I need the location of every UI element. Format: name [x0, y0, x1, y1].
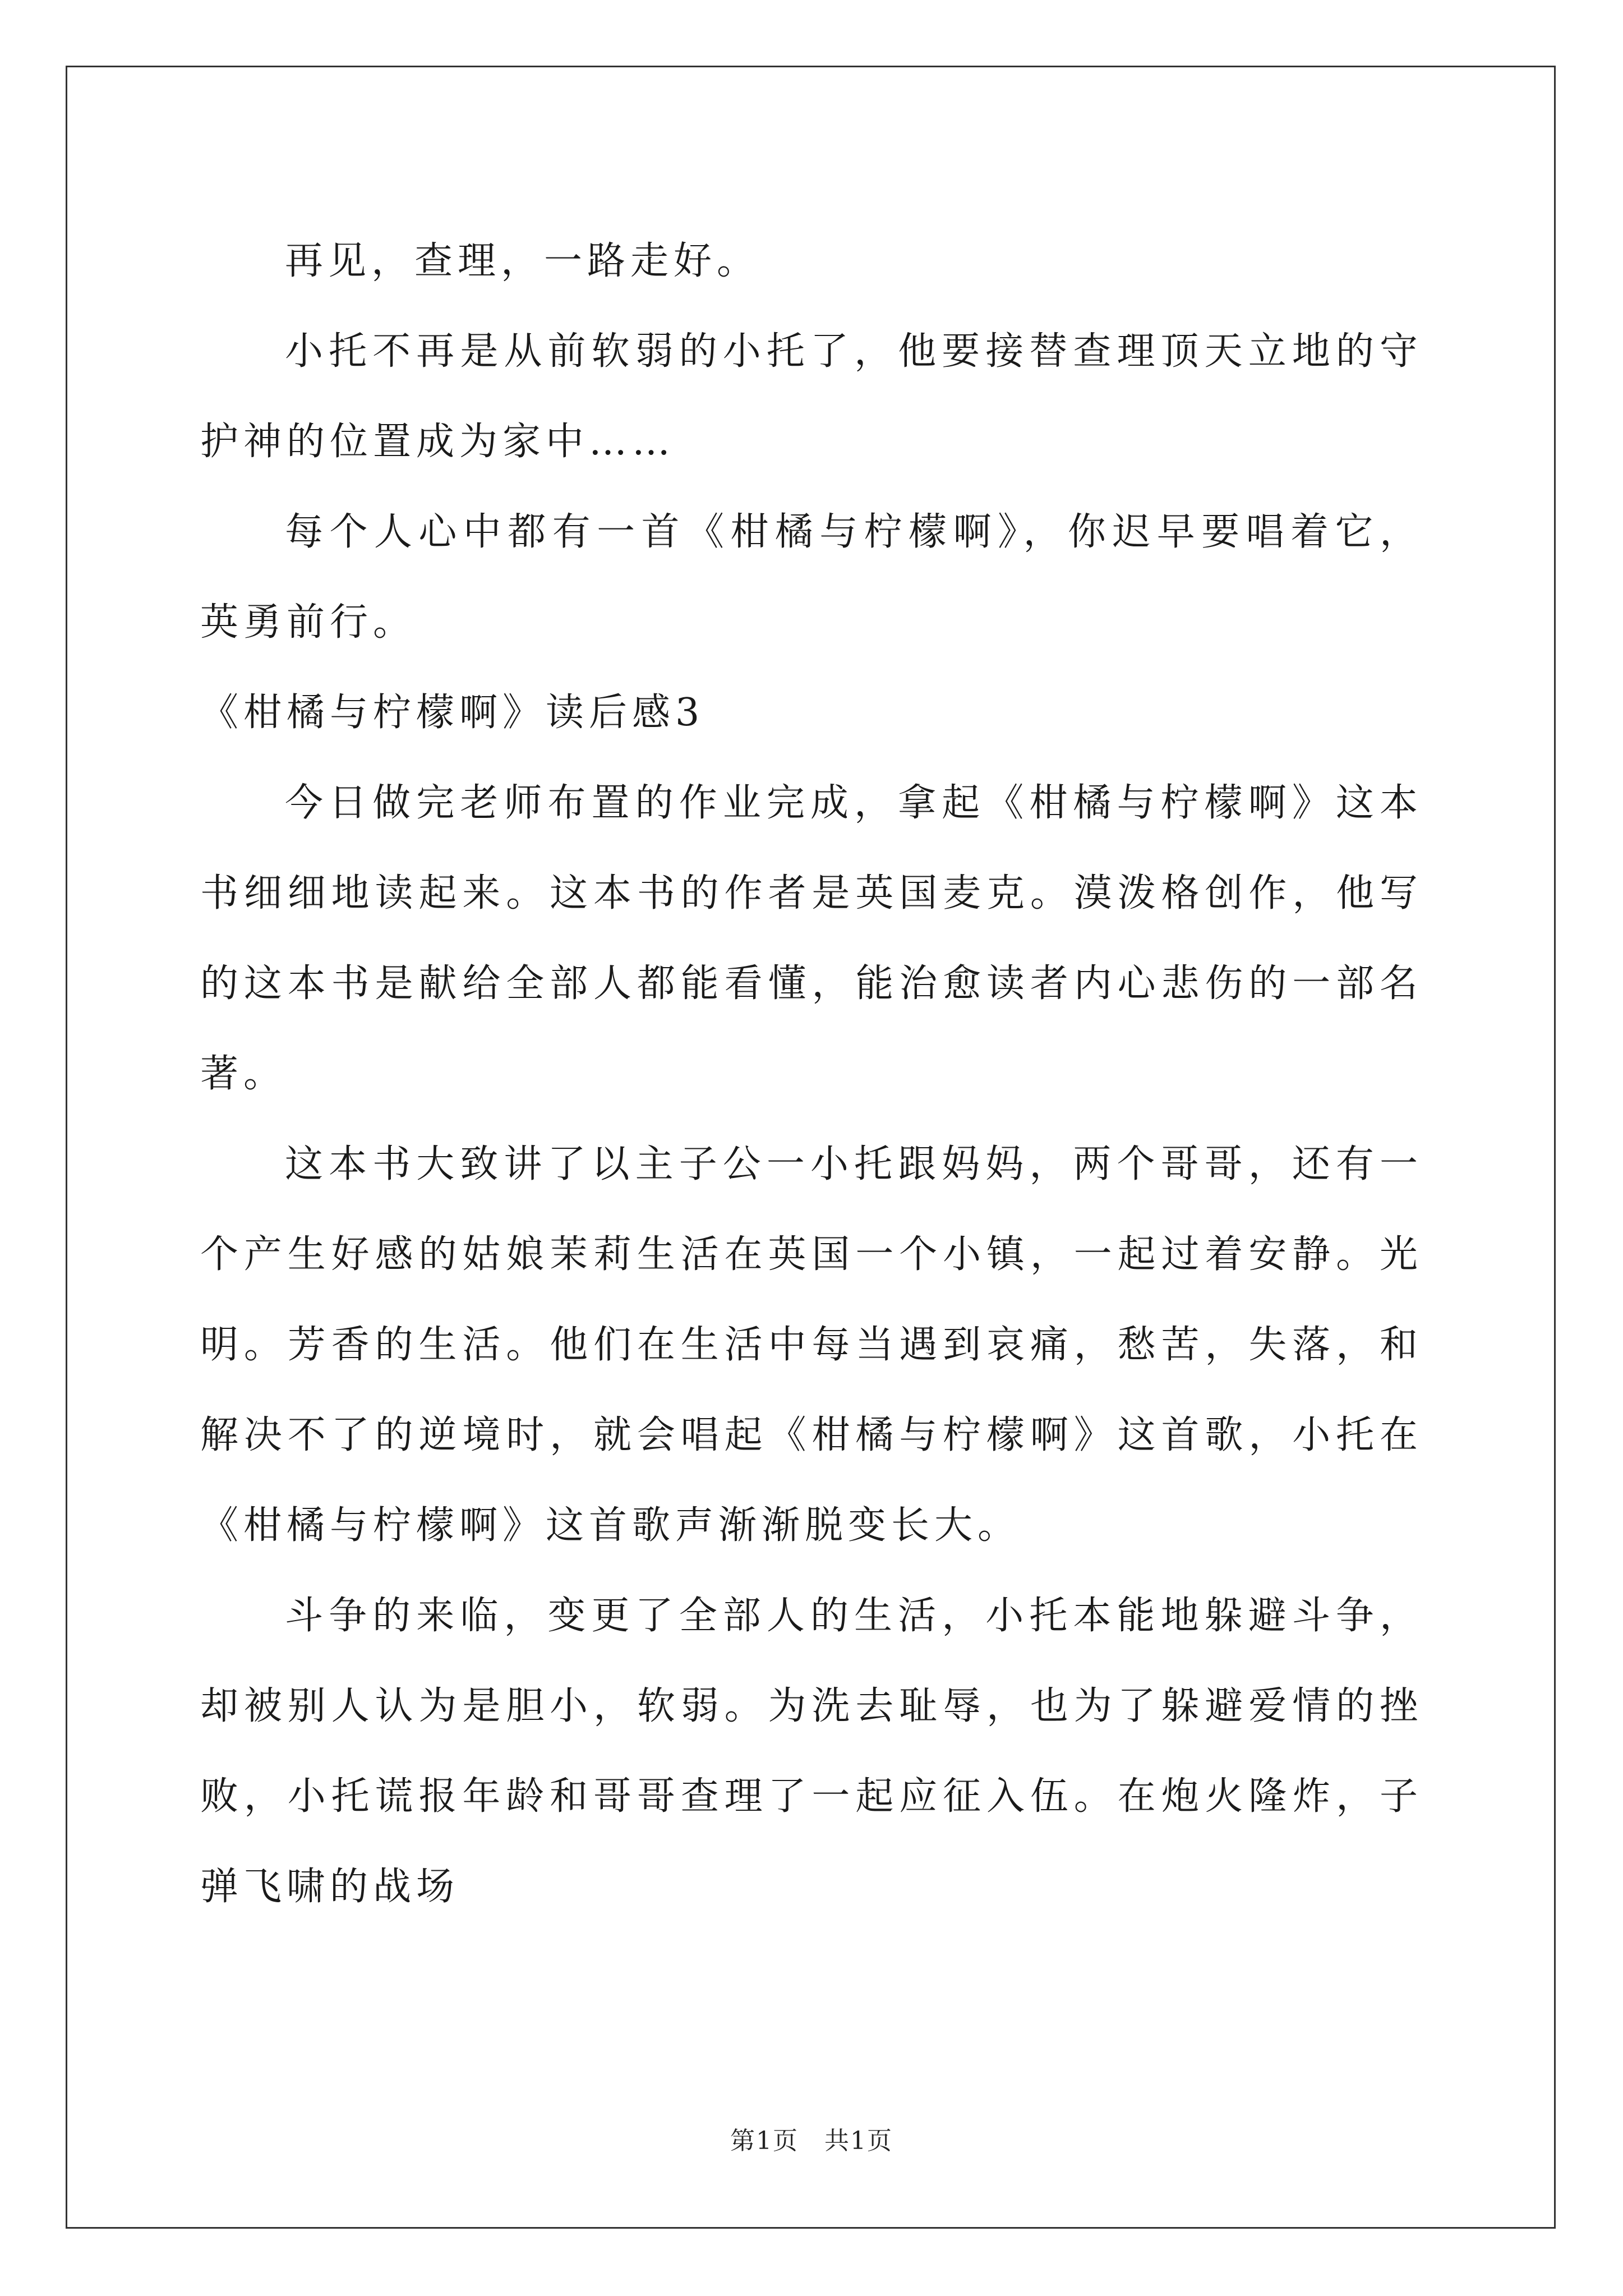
paragraph: 小托不再是从前软弱的小托了，他要接替查理顶天立地的守护神的位置成为家中……: [200, 329, 1423, 464]
paragraph: 这本书大致讲了以主子公一小托跟妈妈，两个哥哥，还有一个产生好感的姑娘茉莉生活在英国一个小镇，一起过着安静。光明。芳香的生活。他们在生活中每当遇到哀痛，愁苦，失落，和解决不了的逆境时，就会唱起《柑橘与柠檬啊》这首歌，小托在《柑橘与柠檬啊》这首歌声渐渐脱变长大。: [200, 1142, 1423, 1548]
paragraph: 每个人心中都有一首《柑橘与柠檬啊》，你迟早要唱着它，英勇前行。: [200, 510, 1423, 645]
paragraph: 斗争的来临，变更了全部人的生活，小托本能地躲避斗争，却被别人认为是胆小，软弱。为洗去耻辱，也为了躲避爱情的挫败，小托谎报年龄和哥哥查理了一起应征入伍。在炮火隆炸，子弹飞啸的战场: [200, 1594, 1423, 1909]
page-number-footer: 第1页 共1页: [730, 2127, 893, 2155]
section-heading: 《柑橘与柠檬啊》读后感3: [200, 691, 705, 735]
document-body: [200, 216, 1423, 1932]
paragraph: 今日做完老师布置的作业完成，拿起《柑橘与柠檬啊》这本书细细地读起来。这本书的作者是英国麦克。漠泼格创作，他写的这本书是献给全部人都能看懂，能治愈读者内心悲伤的一部名著。: [200, 781, 1423, 1096]
paragraph: 再见，查理，一路走好。: [285, 239, 760, 283]
